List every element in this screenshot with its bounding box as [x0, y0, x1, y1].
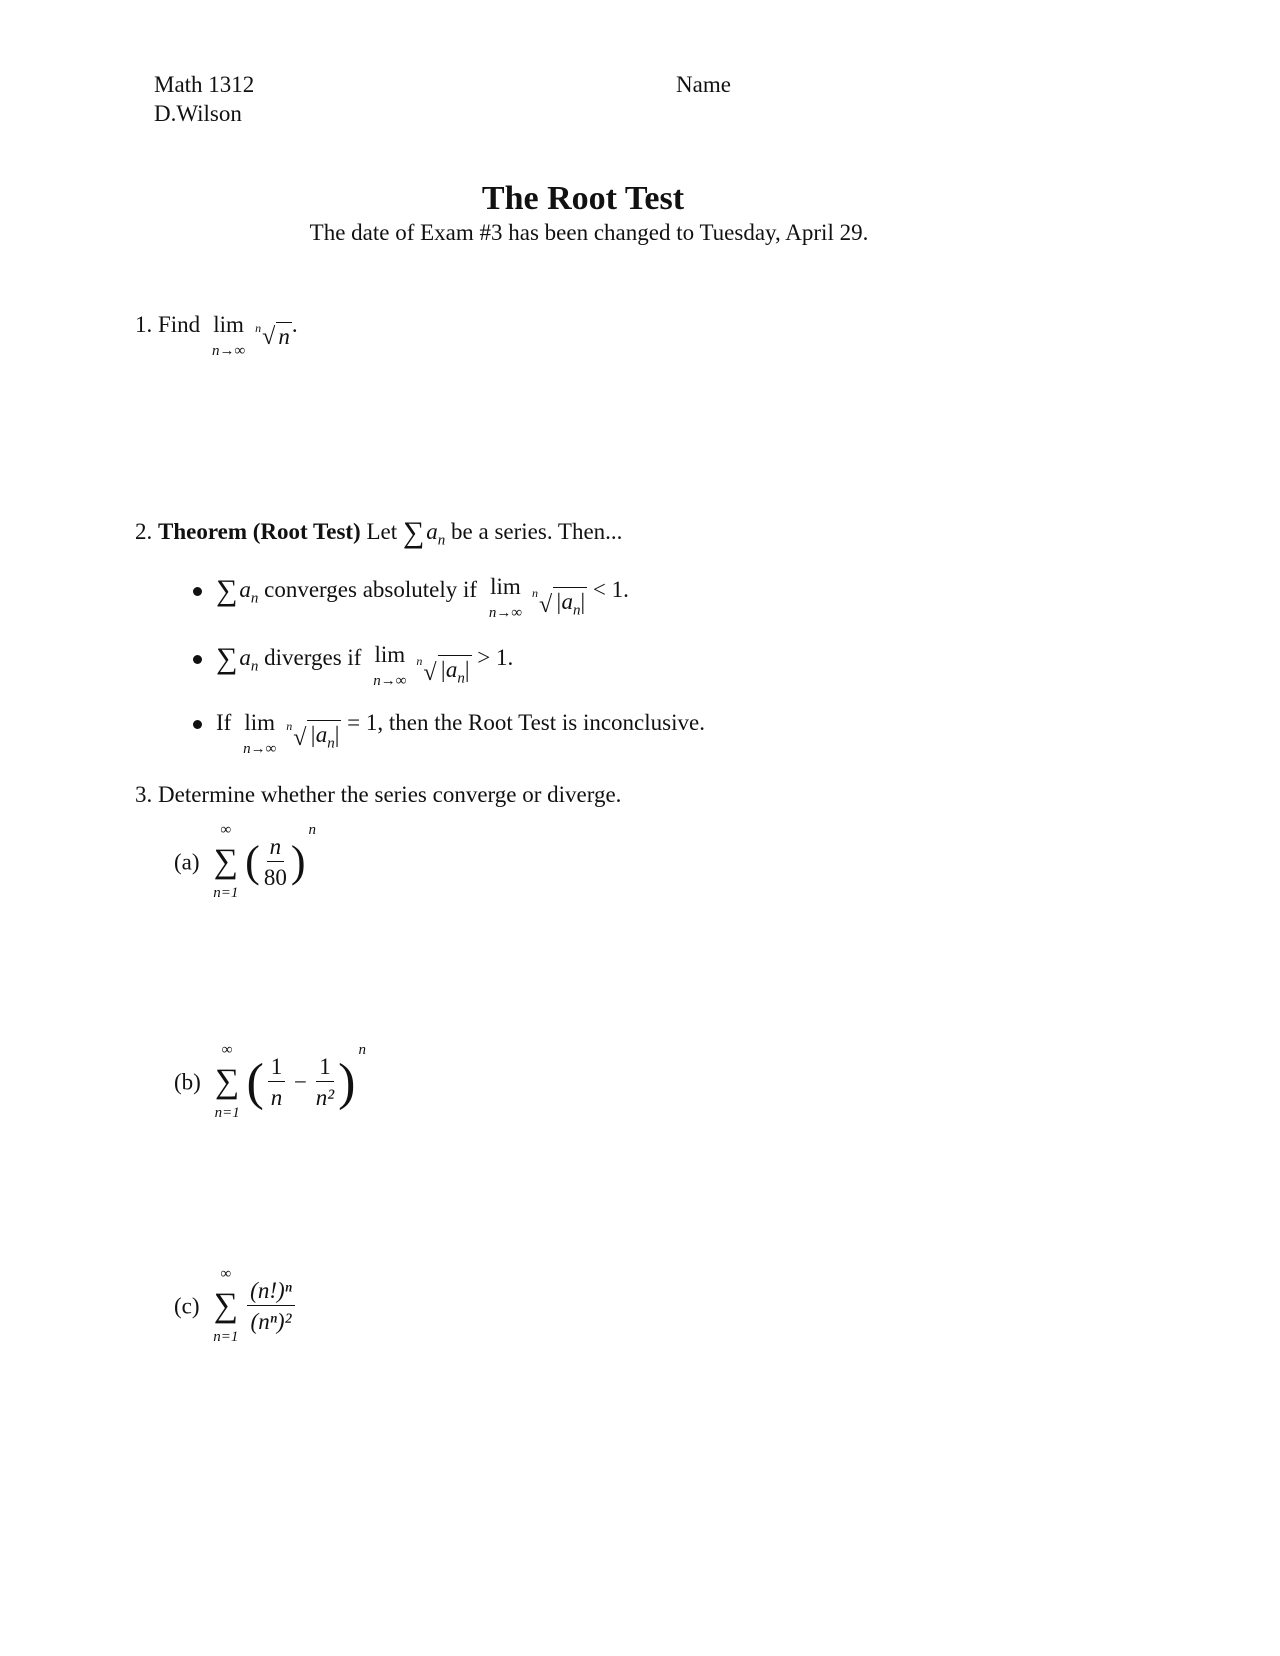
root-index: n: [286, 719, 293, 733]
name-label: Name: [676, 72, 731, 97]
lim-text: lim: [374, 642, 406, 667]
term: a: [426, 519, 438, 544]
radicand-subscript: n: [573, 602, 581, 619]
bullet-icon: [193, 655, 202, 664]
problem-2: [135, 516, 622, 549]
part-label: (b): [174, 1069, 201, 1095]
lim-subscript: n→∞: [488, 605, 523, 622]
fraction-1: [268, 1053, 286, 1112]
limit: [243, 710, 276, 758]
bullet-icon: [193, 587, 202, 596]
radicand: [307, 720, 341, 752]
summation: [213, 1266, 238, 1347]
nth-root: [532, 587, 587, 619]
page-title: The Root Test: [481, 180, 685, 217]
limit: [373, 642, 406, 690]
problem-number: 3.: [135, 782, 153, 807]
radical-icon: √: [539, 592, 553, 619]
term-subscript: n: [437, 532, 446, 549]
course-label: Math 1312: [154, 72, 255, 97]
nth-root: [255, 322, 292, 351]
sum-upper: ∞: [221, 1042, 233, 1058]
lim-text: lim: [213, 312, 244, 337]
sum-upper: ∞: [220, 1266, 232, 1282]
root-index: n: [255, 321, 262, 335]
fraction-2: [316, 1053, 334, 1112]
radical-icon: √: [293, 725, 307, 752]
sigma-icon: ∑: [215, 1063, 240, 1101]
term-subscript: n: [250, 658, 259, 675]
minus-sign: −: [294, 1069, 308, 1095]
part-a: [174, 822, 316, 903]
summation: [213, 822, 238, 903]
lim-subscript: n→∞: [243, 741, 277, 758]
radical-icon: √: [262, 324, 276, 351]
part-label: (a): [174, 849, 200, 875]
bullet-prefix: If: [216, 710, 232, 735]
bullet-text: diverges if: [264, 645, 362, 670]
numerator: n: [267, 833, 285, 863]
bullet-text: converges absolutely if: [264, 577, 478, 602]
radicand: n: [278, 324, 290, 349]
sigma-icon: ∑: [213, 843, 238, 881]
fraction: [264, 833, 287, 892]
radicand-subscript: n: [327, 735, 335, 752]
part-label: (c): [174, 1293, 200, 1319]
fraction: [247, 1277, 295, 1336]
lim-text: lim: [490, 574, 521, 599]
problem-3: [135, 782, 621, 808]
left-paren: (: [245, 837, 260, 887]
denominator: (nⁿ)²: [250, 1309, 292, 1335]
exponent: n: [358, 1042, 366, 1058]
instructor-label: D.Wilson: [154, 101, 242, 126]
left-paren: (: [246, 1053, 264, 1111]
limit: [212, 312, 245, 360]
sum-lower: n=1: [213, 885, 239, 902]
term-subscript: n: [250, 590, 259, 607]
nth-root: [416, 655, 471, 687]
relation: < 1.: [592, 577, 629, 602]
sigma-icon: ∑: [216, 574, 238, 607]
term: a: [239, 645, 251, 670]
radicand: [553, 587, 587, 619]
right-paren: ): [338, 1053, 356, 1111]
relation: = 1, then the Root Test is inconclusive.: [347, 710, 705, 735]
radicand-text: |a: [555, 589, 574, 614]
lim-text: lim: [244, 710, 276, 735]
sum-lower: n=1: [214, 1105, 240, 1122]
root-index: n: [532, 586, 539, 600]
abs-bar: |: [334, 722, 340, 747]
relation: > 1.: [477, 645, 514, 670]
lim-subscript: n→∞: [211, 343, 246, 360]
problem-1: [135, 312, 298, 360]
sum-upper: ∞: [220, 822, 232, 838]
after-text: be a series. Then...: [451, 519, 623, 544]
bullet-icon: [193, 720, 202, 729]
numerator: (n!)ⁿ: [247, 1277, 295, 1307]
part-b: [174, 1042, 366, 1123]
radical-icon: √: [423, 660, 437, 687]
bullet-diverges: [193, 642, 513, 690]
period: .: [291, 312, 298, 337]
bullet-inconclusive: [193, 710, 705, 758]
problem-text: Find: [158, 312, 201, 337]
problem-number: 1.: [135, 312, 153, 337]
numerator: 1: [268, 1053, 286, 1083]
denominator: n: [270, 1085, 283, 1111]
let-text: Let: [366, 519, 398, 544]
radicand-subscript: n: [457, 670, 465, 687]
sum-lower: n=1: [213, 1329, 239, 1346]
denominator: 80: [263, 865, 287, 891]
exponent: n: [308, 822, 316, 838]
bullet-converges: [193, 574, 629, 622]
right-paren: ): [290, 837, 306, 887]
abs-bar: |: [464, 657, 470, 682]
sigma-icon: ∑: [213, 1287, 238, 1325]
sigma-icon: ∑: [402, 516, 425, 549]
numerator: 1: [316, 1053, 334, 1083]
denominator: n²: [315, 1085, 335, 1111]
subtitle: The date of Exam #3 has been changed to Tuesday, April 29.: [309, 220, 869, 245]
problem-text: Determine whether the series converge or diverge.: [158, 782, 622, 807]
term: a: [239, 577, 251, 602]
nth-root: [286, 720, 341, 752]
abs-bar: |: [580, 589, 586, 614]
root-index: n: [416, 654, 423, 668]
radicand: [438, 655, 472, 687]
limit: [489, 574, 522, 622]
part-c: [174, 1266, 298, 1347]
summation: [215, 1042, 240, 1123]
radicand-text: |a: [309, 722, 328, 747]
lim-subscript: n→∞: [373, 673, 407, 690]
problem-number: 2.: [135, 519, 153, 544]
radicand-text: |a: [439, 657, 458, 682]
sigma-icon: ∑: [216, 642, 238, 675]
theorem-heading: Theorem (Root Test): [158, 519, 361, 544]
